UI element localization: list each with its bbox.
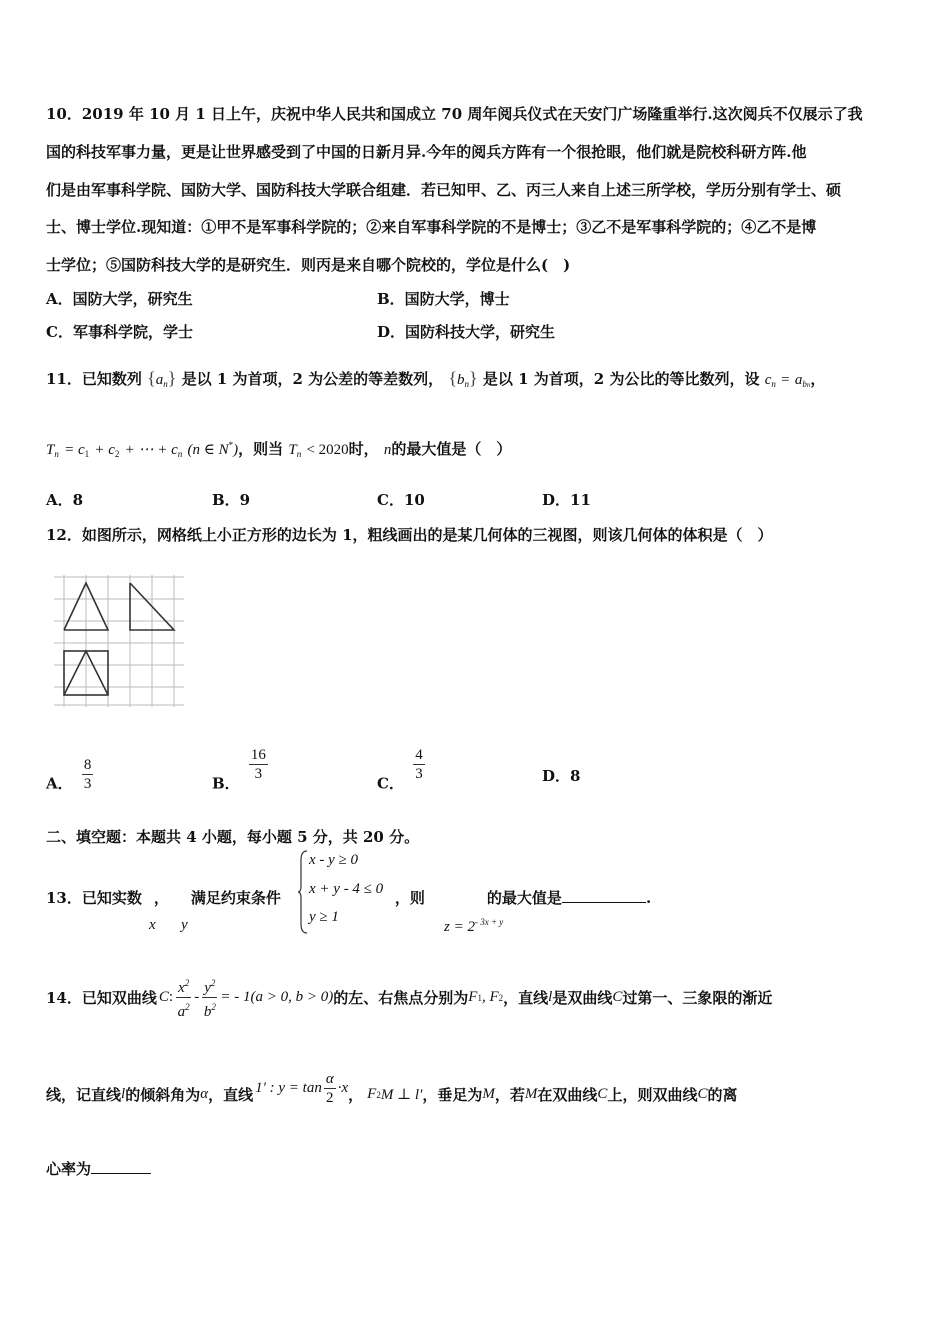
- sub-n: n: [163, 379, 168, 389]
- q10-line-1: 10．2019 年 10 月 1 日上午，庆祝中华人民共和国成立 70 周年阅兵仪式在天安门广场隆重举行.这次阅兵不仅展示了我: [46, 105, 863, 123]
- seq-a: a: [155, 372, 164, 388]
- y: y: [204, 980, 211, 996]
- constraint-1: x - y ≥ 0: [309, 852, 359, 868]
- q14-text-j: ，垂足为: [422, 1086, 483, 1104]
- q14-text-a: 14．已知双曲线: [46, 989, 157, 1007]
- y2-over-b2: [202, 974, 217, 1021]
- x: x: [178, 980, 185, 996]
- q12-option-a: [46, 756, 93, 794]
- x2-over-a2: [176, 974, 191, 1021]
- fraction: [82, 756, 94, 793]
- q10-line-2: 国的科技军事力量，更是让世界感受到了中国的日新月异.今年的阅兵方阵有一个很抢眼，他们就是院校科研方阵.他: [46, 143, 807, 161]
- sub-n: n: [296, 449, 302, 459]
- q14-text-e: 过第一、三象限的渐近: [622, 989, 773, 1007]
- q12-option-b: [212, 746, 268, 794]
- constraint-3: y ≥ 1: [309, 909, 339, 925]
- sub-n: n: [54, 449, 59, 459]
- sub-n: n: [177, 449, 183, 459]
- q14-line-3: [46, 1158, 151, 1179]
- three-view-grid-figure: [54, 575, 184, 707]
- var-y: y: [181, 917, 188, 933]
- q14-text-n: 的离: [707, 1086, 738, 1104]
- sub-2: 2: [498, 992, 504, 1003]
- square: 2: [184, 978, 190, 988]
- q13-text-c: 满足约束条件: [190, 889, 281, 907]
- numerator: 16: [250, 747, 266, 763]
- q14-text-k: ，若: [494, 1086, 525, 1104]
- sub-n: n: [464, 379, 470, 389]
- option-label: C．: [377, 774, 404, 793]
- sub-2: 2: [114, 449, 120, 459]
- curve-c: C: [697, 1086, 708, 1102]
- q11-option-c: C．10: [377, 491, 425, 509]
- q14-line-2: [46, 1071, 738, 1113]
- q14-text-c: ，直线: [503, 989, 549, 1007]
- sub-1: 1: [477, 992, 482, 1003]
- rhs: = - 1(a > 0, b > 0): [220, 989, 334, 1005]
- q11-line-1: [46, 368, 825, 389]
- option-label: D．: [542, 767, 571, 785]
- q14-text-f: 线，记直线: [46, 1086, 122, 1104]
- square: 2: [210, 978, 216, 988]
- q11-option-d: D．11: [542, 491, 591, 509]
- q11-line-2: [46, 438, 511, 459]
- q11-text-e: ，则当: [238, 440, 284, 458]
- square: 2: [185, 1002, 190, 1012]
- answer-blank[interactable]: [91, 1173, 151, 1174]
- seq-b: b: [457, 372, 465, 388]
- f2m: F: [367, 1086, 377, 1102]
- q11-text-f: 时，: [348, 440, 379, 458]
- t-n: T: [288, 442, 297, 458]
- option-value: 8: [570, 767, 581, 785]
- q10-line-4: 士、博士学位.现知道：①甲不是军事科学院的；②来自军事科学院的不是博士；③乙不是军事科学院的；④乙不是博: [46, 218, 817, 236]
- q14-text-b: 的左、右焦点分别为: [333, 989, 469, 1007]
- denominator: 3: [83, 776, 92, 792]
- section-title: 二、填空题：本题共 4 小题，每小题 5 分，共 20 分。: [46, 828, 420, 846]
- option-label: A．: [46, 774, 73, 793]
- q13-text-b: ，: [153, 889, 169, 907]
- equals: =: [781, 372, 790, 388]
- numerator: α: [325, 1071, 334, 1087]
- times-x: ·x: [337, 1080, 349, 1096]
- grid-lines: [54, 575, 184, 707]
- objective-z: [444, 917, 503, 936]
- a: a: [177, 1004, 186, 1020]
- b: b: [203, 1004, 212, 1020]
- brace-left: {: [147, 368, 156, 388]
- numerator: 4: [415, 747, 423, 763]
- q11-text-b: 是以 1 为首项，2 为公差的等差数列，: [181, 370, 444, 388]
- condition: (n ∈ N: [187, 442, 229, 458]
- line-l: l: [548, 989, 553, 1005]
- q12-option-d: [542, 765, 580, 786]
- condition-close: ): [233, 442, 239, 458]
- minus: -: [194, 989, 200, 1005]
- cond-sup: *: [228, 440, 234, 450]
- sub-1: 1: [84, 449, 90, 459]
- z-exponent: - 3x + y: [474, 917, 504, 927]
- q14-text-o: 心率为: [46, 1160, 92, 1178]
- perp: M ⊥ l′: [380, 1087, 423, 1103]
- q13-text-end: .: [645, 889, 652, 907]
- q14-text-i: ，: [348, 1086, 364, 1104]
- q14-text-h: ，直线: [208, 1086, 254, 1104]
- line-l-prime: 1′ : y = tan: [255, 1080, 322, 1096]
- constraint-2: x + y - 4 ≤ 0: [309, 881, 384, 897]
- t-n: T: [46, 442, 55, 458]
- curve-c: C: [158, 989, 169, 1005]
- denominator: 3: [415, 766, 423, 782]
- answer-blank[interactable]: [562, 902, 646, 903]
- inequality: < 2020: [306, 442, 349, 458]
- q11-option-b: B．9: [212, 491, 251, 509]
- q14-text-g: 的倾斜角为: [125, 1086, 201, 1104]
- q13-text-a: 13．已知实数: [46, 889, 142, 907]
- q11-text-g: 的最大值是（ ）: [391, 440, 512, 458]
- q10-line-5: 士学位；⑤国防科技大学的是研究生．则丙是来自哪个院校的，学位是什么( ): [46, 256, 571, 274]
- alpha-over-2: [324, 1070, 336, 1107]
- q11-text-a: 11．已知数列: [46, 370, 142, 388]
- colon: :: [168, 989, 174, 1005]
- alpha: α: [200, 1086, 209, 1102]
- brace-right: }: [469, 368, 478, 388]
- sub-n: n: [771, 379, 776, 389]
- var-n: n: [383, 442, 392, 458]
- f1: F: [468, 989, 478, 1005]
- z-expr: z = 2: [444, 919, 475, 935]
- q10-option-a: A．国防大学，研究生: [46, 290, 193, 308]
- sub-b: b: [802, 379, 807, 389]
- q10-option-d: D．国防科技大学，研究生: [377, 323, 556, 341]
- var-x: x: [149, 917, 156, 933]
- q11-option-a: A．8: [46, 491, 84, 509]
- left-brace: [298, 850, 308, 934]
- a-bn: a: [794, 372, 803, 388]
- q14-line-1: [46, 974, 772, 1021]
- q14-text-l: 在双曲线: [537, 1086, 598, 1104]
- q11-text-c: 是以 1 为首项，2 为公比的等比数列，设: [482, 370, 760, 388]
- sum-part-2: + c: [94, 442, 115, 458]
- q14-text-m: 上，则双曲线: [607, 1086, 698, 1104]
- curve-c: C: [597, 1086, 608, 1102]
- curve-c: C: [612, 989, 623, 1005]
- fraction: [413, 746, 425, 783]
- q11-text-d: ，: [810, 370, 826, 388]
- c-n: c: [764, 372, 772, 388]
- sum-part-1: = c: [64, 442, 85, 458]
- sub-sub-n: n: [806, 381, 811, 389]
- line-l: l: [121, 1086, 126, 1102]
- point-m: M: [524, 1086, 538, 1102]
- q10-option-b: B．国防大学，博士: [377, 290, 510, 308]
- denominator: 2: [326, 1090, 334, 1106]
- q12-text: 12．如图所示，网格纸上小正方形的边长为 1，粗线画出的是某几何体的三视图，则该几何体的体积是（ ）: [46, 526, 773, 544]
- fraction: [249, 746, 268, 783]
- q13-text-d: ，则: [394, 889, 425, 907]
- point-m: M: [482, 1086, 495, 1102]
- q14-text-d: 是双曲线: [552, 989, 613, 1007]
- f2: , F: [481, 989, 499, 1005]
- sub-2: 2: [376, 1089, 381, 1100]
- denominator: 3: [254, 766, 263, 782]
- brace-right: }: [167, 368, 177, 388]
- brace-left: {: [448, 368, 458, 388]
- square: 2: [211, 1002, 216, 1012]
- sum-part-3: + ⋯ + c: [124, 442, 178, 458]
- numerator: 8: [83, 757, 92, 773]
- q10-line-3: 们是由军事科学院、国防大学、国防科技大学联合组建．若已知甲、乙、丙三人来自上述三所学校，学历分别有学士、硕: [46, 181, 842, 199]
- q12-option-c: [377, 746, 425, 794]
- q10-option-c: C．军事科学院，学士: [46, 323, 193, 341]
- option-label: B．: [212, 774, 240, 793]
- q13-text-e: 的最大值是: [486, 889, 562, 907]
